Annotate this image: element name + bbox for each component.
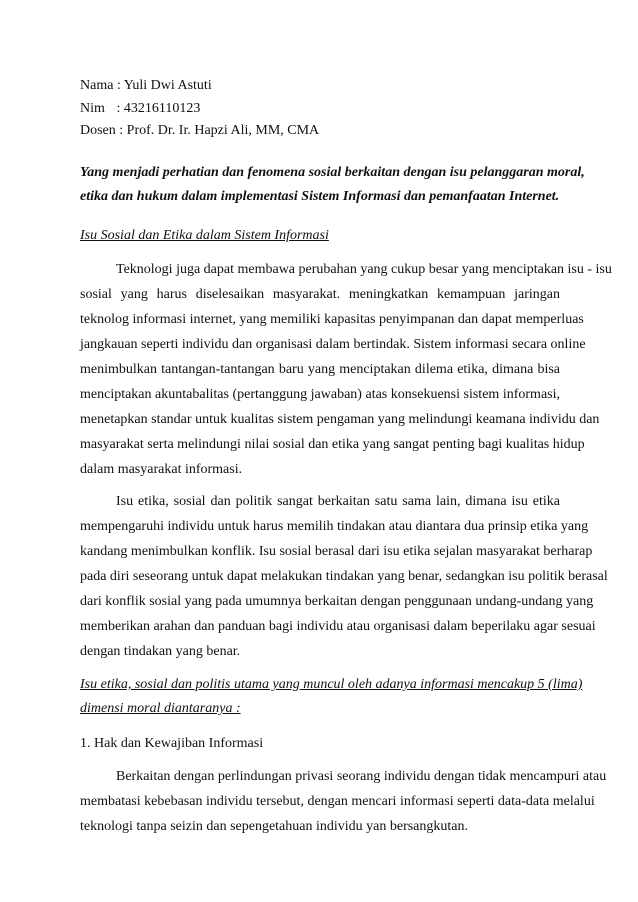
- paragraph-line: Berkaitan dengan perlindungan privasi seorang individu dengan tidak mencampuri atau: [116, 769, 607, 784]
- paragraph-line: mempengaruhi individu untuk harus memilih tindakan atau diantara dua prinsip etika yang: [80, 519, 589, 534]
- paragraph-line: dalam masyarakat informasi.: [80, 462, 243, 477]
- paragraph-line: dari konflik sosial yang pada umumnya berkaitan dengan penggunaan undang-undang yang: [80, 594, 594, 609]
- paragraph-line: pada diri seseorang untuk dapat melakukan tindakan yang benar, sedangkan isu politik berasal: [80, 569, 608, 584]
- subsection-title: 1. Hak dan Kewajiban Informasi: [80, 736, 264, 751]
- paragraph-line: Isu etika, sosial dan politik sangat berkaitan satu sama lain, dimana isu etika: [116, 494, 560, 509]
- paragraph-line: membatasi kebebasan individu tersebut, dengan mencari informasi seperti data-data melalui: [80, 794, 595, 809]
- dosen-row: [80, 122, 319, 140]
- dosen-value: : Prof. Dr. Ir. Hapzi Ali, MM, CMA: [119, 123, 320, 138]
- nim-value: : 43216110123: [116, 101, 201, 116]
- paragraph-line: memberikan arahan dan panduan bagi individu atau organisasi dalam beperilaku agar sesuai: [80, 619, 596, 634]
- paragraph-line: teknologi tanpa seizin dan sepengetahuan individu yan bersangkutan.: [80, 819, 469, 834]
- nama-label: Nama: [80, 78, 114, 93]
- paragraph-line: teknolog informasi internet, yang memiliki kapasitas penyimpanan dan dapat memperluas: [80, 312, 584, 327]
- paragraph-line: menimbulkan tantangan-tantangan baru yang menciptakan dilema etika, dimana bisa: [80, 362, 560, 377]
- paragraph-line: dengan tindakan yang benar.: [80, 644, 241, 659]
- paragraph-line: sosial yang harus diselesaikan masyarakat. meningkatkan kemampuan jaringan: [80, 287, 560, 302]
- nim-row: [80, 100, 200, 118]
- section-title: Isu Sosial dan Etika dalam Sistem Informasi: [80, 228, 329, 243]
- intro-line: Yang menjadi perhatian dan fenomena sosial berkaitan dengan isu pelanggaran moral,: [80, 165, 585, 180]
- nama-row: [80, 77, 212, 95]
- nama-value: : Yuli Dwi Astuti: [116, 78, 212, 93]
- section-title: Isu etika, sosial dan politis utama yang muncul oleh adanya informasi mencakup 5 (lima): [80, 677, 583, 692]
- section-title: dimensi moral diantaranya :: [80, 701, 241, 716]
- paragraph-line: Teknologi juga dapat membawa perubahan yang cukup besar yang menciptakan isu - isu: [116, 262, 612, 277]
- paragraph-line: menciptakan akuntabalitas (pertanggung jawaban) atas konsekuensi sistem informasi,: [80, 387, 560, 402]
- paragraph-line: jangkauan seperti individu dan organisasi dalam bertindak. Sistem informasi secara online: [80, 337, 586, 352]
- paragraph-line: kandang menimbulkan konflik. Isu sosial berasal dari isu etika sejalan masyarakat berharap: [80, 544, 593, 559]
- paragraph-line: masyarakat serta melindungi nilai sosial dan etika yang sangat penting bagi kualitas hidup: [80, 437, 585, 452]
- nim-label: Nim: [80, 101, 105, 116]
- intro-line: etika dan hukum dalam implementasi Sistem Informasi dan pemanfaatan Internet.: [80, 189, 560, 204]
- dosen-label: Dosen: [80, 123, 116, 138]
- paragraph-line: menetapkan standar untuk kualitas sistem pengaman yang melindungi keamana individu dan: [80, 412, 600, 427]
